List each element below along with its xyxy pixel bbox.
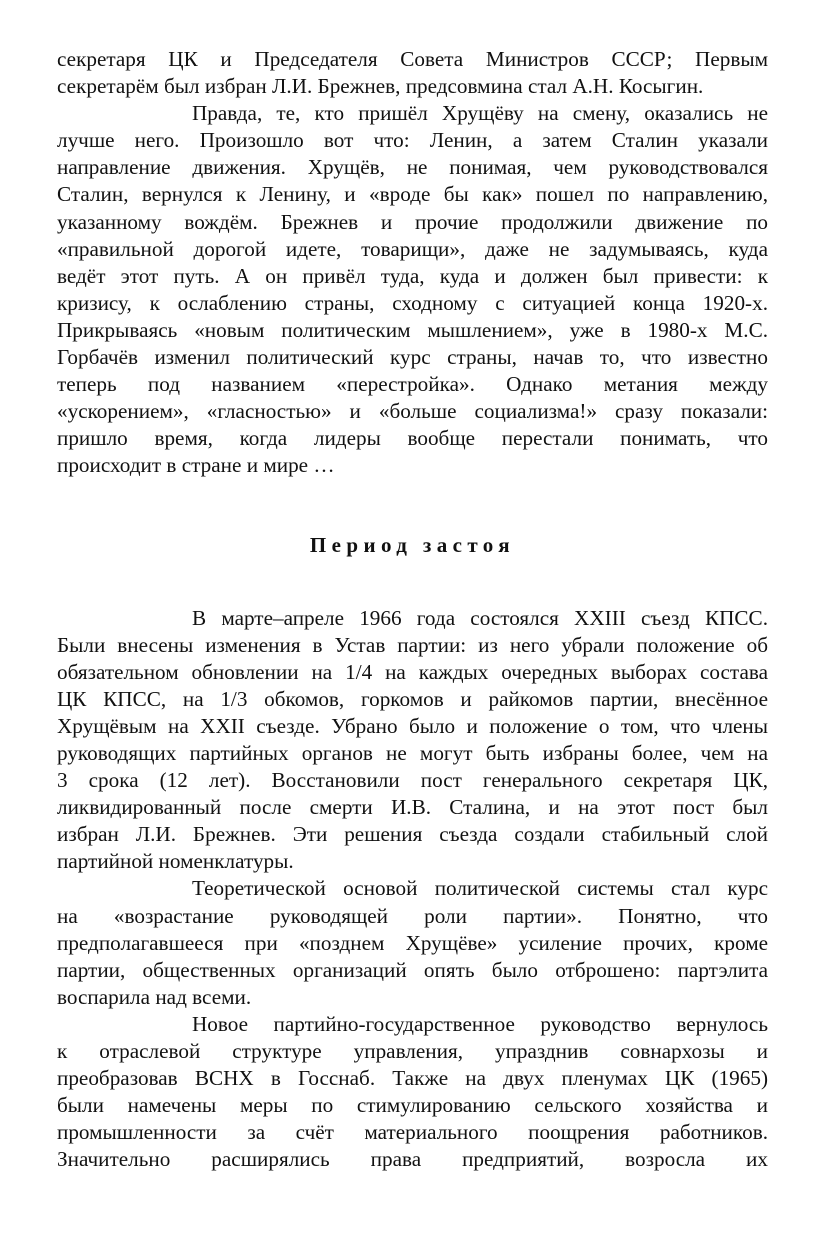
text-line: пришло время, когда лидеры вообще перестали понимать, что [57,426,768,451]
text-line: Теоретической основой политической системы стал курс [192,876,768,901]
section-heading: Период застоя [309,532,516,557]
text-line: Значительно расширялись права предприятий, возросла их [57,1147,768,1172]
text-line: партии, общественных организаций опять было отброшено: партэлита [57,957,768,982]
text-line: «правильной дорогой идете, товарищи», даже не задумываясь, куда [57,236,768,261]
text-line: Были внесены изменения в Устав партии: из него убрали положение об [57,632,768,657]
text-line: преобразовав ВСНХ в Госснаб. Также на двух пленумах ЦК (1965) [57,1066,768,1091]
text-line: направление движения. Хрущёв, не понимая, чем руководствовался [57,155,768,180]
text-line: руководящих партийных органов не могут быть избраны более, чем на [57,740,768,765]
text-line: к отраслевой структуре управления, упразднив совнархозы и [57,1039,768,1063]
text-line: «ускорением», «гласностью» и «больше социализма!» сразу показали: [57,399,768,424]
paragraph [57,875,768,1010]
text-line: В марте–апреле 1966 года состоялся XXIII съезд КПСС. [192,605,768,630]
paragraph [57,605,768,876]
text-line: Горбачёв изменил политический курс страны, начав то, что известно [57,345,768,370]
text-line: ликвидированный после смерти И.В. Сталина, и на этот пост был [57,795,768,820]
text-line: ЦК КПСС, на 1/3 обкомов, горкомов и райкомов партии, внесённое [57,686,768,711]
text-line: Новое партийно-государственное руководство вернулось [192,1011,768,1036]
text-line: предполагавшееся при «позднем Хрущёве» усиление прочих, кроме [57,930,768,955]
text-line: кризису, к ослаблению страны, сходному с ситуацией конца 1920-х. [57,290,768,315]
text-line: Прикрываясь «новым политическим мышлением», уже в 1980-х М.С. [57,317,768,342]
text-line: происходит в стране и мире … [57,453,335,478]
spacer [57,559,768,605]
section-intro [57,46,768,480]
text-line: избран Л.И. Брежнев. Эти решения съезда создали стабильный слой [57,822,768,847]
paragraph [57,1011,768,1174]
text-line: указанному вождём. Брежнев и прочие продолжили движение по [57,209,768,234]
text-line: обязательном обновлении на 1/4 на каждых очередных выборах состава [57,659,768,684]
text-line: секретарём был избран Л.И. Брежнев, предсовмина стал А.Н. Косыгин. [57,74,704,99]
text-line: партийной номенклатуры. [57,849,294,874]
text-line: Хрущёвым на XXII съезде. Убрано было и положение о том, что члены [57,713,768,738]
spacer [57,480,768,532]
text-line: на «возрастание руководящей роли партии». Понятно, что [57,903,768,928]
text-line: лучше него. Произошло вот что: Ленин, а затем Сталин указали [57,128,768,153]
text-line: ведёт этот путь. А он привёл туда, куда и должен был привести: к [57,263,768,288]
text-line: Сталин, вернулся к Ленину, и «вроде бы как» пошел по направлению, [57,182,768,207]
paragraph [57,100,768,479]
document-page [57,46,768,1173]
text-line: Правда, те, кто пришёл Хрущёву на смену, оказались не [192,101,768,126]
text-line: промышленности за счёт материального поощрения работников. [57,1120,768,1145]
text-line: 3 срока (12 лет). Восстановили пост генерального секретаря ЦК, [57,768,768,793]
text-line: воспарила над всеми. [57,984,252,1009]
text-line: были намечены меры по стимулированию сельского хозяйства и [57,1093,768,1118]
section-stagnation [57,605,768,1174]
text-line: секретаря ЦК и Председателя Совета Министров СССР; Первым [57,47,768,71]
paragraph [57,46,768,100]
text-line: теперь под названием «перестройка». Однако метания между [57,372,768,397]
